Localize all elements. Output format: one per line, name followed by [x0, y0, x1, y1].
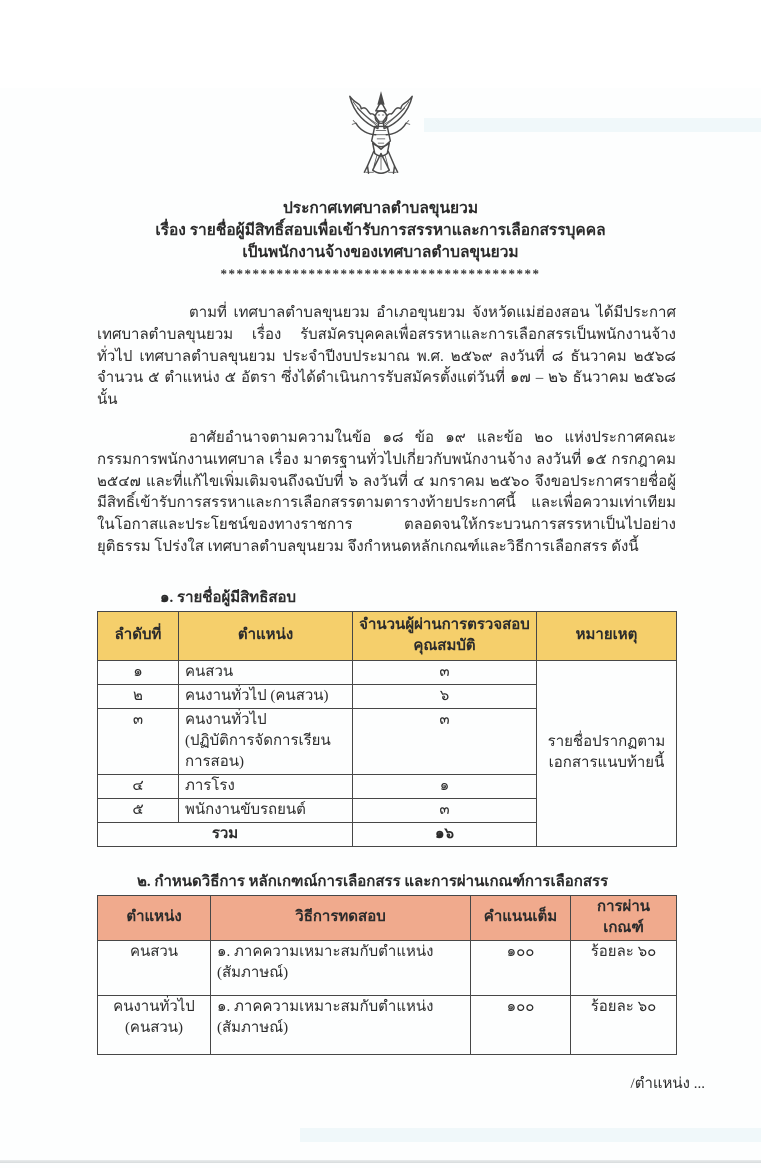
eligible-candidates-table: [97, 611, 677, 847]
t2-r1-position: คนสวน: [98, 940, 211, 995]
footer-continuation-note: /ตำแหน่ง ...: [630, 1075, 705, 1092]
t1-r2-count: ๖: [353, 684, 537, 708]
t1-r3-position-line1: คนงานทั่วไป: [185, 711, 267, 728]
t1-r3-no: ๓: [98, 708, 179, 774]
table-row: [98, 940, 677, 995]
t1-r5-no: ๕: [98, 798, 179, 822]
scanned-document-page: [0, 88, 761, 1168]
t1-r4-position: ภารโรง: [179, 774, 353, 798]
stars-divider: ****************************************: [220, 266, 541, 281]
scan-artifact-top: [424, 118, 761, 132]
t1-r1-count: ๓: [353, 660, 537, 684]
table-row: [98, 995, 677, 1054]
t1-total-label: รวม: [98, 822, 353, 846]
t1-header-no: ลำดับที่: [98, 611, 179, 660]
document-title-line-3: เป็นพนักงานจ้างของเทศบาลตำบลขุนยวม: [242, 244, 519, 261]
t2-header-row: [98, 895, 677, 940]
t1-r1-no: ๑: [98, 660, 179, 684]
t1-r3-count: ๓: [353, 708, 537, 774]
scan-artifact-bottom: [300, 1128, 761, 1142]
t1-remark-line2: เอกสารแนบท้ายนี้: [548, 755, 665, 772]
t1-total-count: ๑๖: [353, 822, 537, 846]
t1-r2-no: ๒: [98, 684, 179, 708]
t2-header-passing: การผ่านเกณฑ์: [571, 895, 677, 940]
t2-r2-passing: ร้อยละ ๖๐: [571, 995, 677, 1054]
paragraph-2: อาศัยอำนาจตามความในข้อ ๑๘ ข้อ ๑๙ และข้อ ๒๐ แห่งประกาศคณะกรรมการพนักงานเทศบาล เรื่อง มาตรฐานทั่วไปเกี่ยวกับพนักงานจ้าง ลงวันที่ ๑๕ กรกฎาคม ๒๕๔๗ และที่แก้ไขเพิ่มเติมจนถึงฉบับที่ ๖ ลงวันที่ ๔ มกราคม ๒๕๖๐ จึงขอประกาศรายชื่อผู้มีสิทธิ์เข้ารับการสรรหาและการเลือกสรรตามตารางท้ายประกาศนี้ และเพื่อความเท่าเทียมในโอกาสและประโยชน์ของทางราชการ ตลอดจนให้กระบวนการสรรหาเป็นไปอย่างยุติธรรม โปร่งใส เทศบาลตำบลขุนยวม จึงกำหนดหลักเกณฑ์และวิธีการเลือกสรร ดังนี้: [97, 429, 676, 555]
t2-r1-passing: ร้อยละ ๖๐: [571, 940, 677, 995]
t2-r1-method: ๑. ภาคความเหมาะสมกับตำแหน่ง (สัมภาษณ์): [211, 940, 471, 995]
document-title-line-1: ประกาศเทศบาลตำบลขุนยวม: [282, 200, 479, 217]
selection-criteria-table: [97, 895, 677, 1055]
t1-r4-count: ๑: [353, 774, 537, 798]
document-title-block: [0, 198, 761, 284]
t2-header-full-score: คำแนนเต็ม: [471, 895, 571, 940]
t1-remark-line1: รายชื่อปรากฏตาม: [547, 734, 666, 751]
t2-r2-full-score: ๑๐๐: [471, 995, 571, 1054]
t1-r3-position-line2: (ปฏิบัติการจัดการเรียนการสอน): [185, 732, 331, 770]
table-row: [98, 660, 677, 684]
t2-r2-method: ๑. ภาคความเหมาะสมกับตำแหน่ง (สัมภาษณ์): [211, 995, 471, 1054]
document-body: [97, 303, 705, 1095]
t1-header-count: [353, 611, 537, 660]
section2-heading: ๒. กำหนดวิธีการ หลักเกฑณ์การเลือกสรร และการผ่านเกณฑ์การเลือกสรร: [137, 873, 609, 890]
t2-r2-position-line2: (คนสวน): [124, 1019, 184, 1036]
section1-heading: ๑. รายชื่อผู้มีสิทธิสอบ: [160, 589, 297, 606]
t2-r1-full-score: ๑๐๐: [471, 940, 571, 995]
t2-header-position: ตำแหน่ง: [98, 895, 211, 940]
t1-r5-count: ๓: [353, 798, 537, 822]
t1-r1-position: คนสวน: [179, 660, 353, 684]
garuda-emblem: [329, 88, 433, 194]
t1-remark-cell: [537, 660, 677, 846]
t1-header-row: [98, 611, 677, 660]
t1-r2-position: คนงานทั่วไป (คนสวน): [179, 684, 353, 708]
document-title-line-2: เรื่อง รายชื่อผู้มีสิทธิ์สอบเพื่อเข้ารับการสรรหาและการเลือกสรรบุคคล: [155, 222, 606, 239]
t1-header-remark: หมายเหตุ: [537, 611, 677, 660]
paragraph-1: ตามที่ เทศบาลตำบลขุนยวม อำเภอขุนยวม จังหวัดแม่ฮ่องสอน ได้มีประกาศ เทศบาลตำบลขุนยวม เรื่อง รับสมัครบุคคลเพื่อสรรหาและการเลือกสรรเป็นพนักงานจ้างทั่วไป เทศบาลตำบลขุนยวม ประจำปีงบประมาณ พ.ศ. ๒๕๖๙ ลงวันที่ ๘ ธันวาคม ๒๕๖๘ จำนวน ๕ ตำแหน่ง ๕ อัตรา ซึ่งได้ดำเนินการรับสมัครตั้งแต่วันที่ ๑๗ – ๒๖ ธันวาคม ๒๕๖๘ นั้น: [97, 305, 676, 409]
page-edge-shadow: [0, 1160, 761, 1163]
t1-header-position: ตำแหน่ง: [179, 611, 353, 660]
t2-r2-position: [98, 995, 211, 1054]
t1-r5-position: พนักงานขับรถยนต์: [179, 798, 353, 822]
t1-header-count-line2: คุณสมบัติ: [413, 637, 476, 654]
t1-r4-no: ๔: [98, 774, 179, 798]
t2-r2-position-line1: คนงานทั่วไป: [113, 998, 195, 1015]
t2-header-method: วิธีการทดสอบ: [211, 895, 471, 940]
t1-header-count-line1: จำนวนผู้ผ่านการตรวจสอบ: [359, 616, 530, 633]
t1-r3-position: [179, 708, 353, 774]
